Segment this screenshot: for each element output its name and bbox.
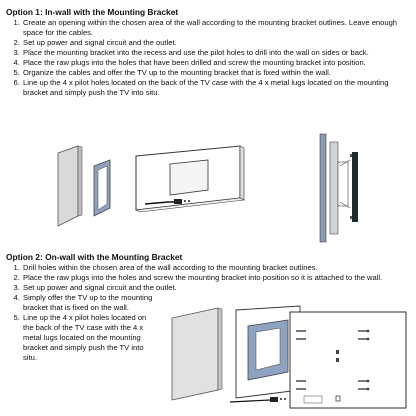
on-wall-illustration	[170, 304, 302, 412]
option1-step-1: 1. Create an opening within the chosen area of the wall according to the mounting bracket outlines. Leave enough space for the cables.	[22, 18, 410, 38]
option2-step-4: 4. Simply offer the TV up to the mounting bracket that is fixed on the wall.	[22, 293, 158, 313]
in-wall-side-view	[316, 132, 376, 244]
option1-step-5: 5. Organize the cables and offer the TV up to the mounting bracket that is fixed within the wall.	[22, 68, 410, 78]
option2-step-2: 2. Place the raw plugs into the holes and screw the mounting bracket into position so it is attached to the wall.	[22, 273, 410, 283]
option1-heading: Option 1: In-wall with the Mounting Bracket	[6, 7, 179, 17]
option1-section	[6, 7, 410, 98]
option1-step-3: 3. Place the mounting bracket into the recess and use the pilot holes to drill into the wall on sides or back.	[22, 48, 410, 58]
tv-back-panel-illustration	[288, 310, 410, 412]
option2-step-5: 5. Line up the 4 x pilot holes located on the back of the TV case with the 4 x metal lugs located on the mounting bracket and simply push the TV into situ.	[22, 313, 158, 363]
option2-step-3: 3. Set up power and signal circuit and the outlet.	[22, 283, 410, 293]
option1-steps	[6, 18, 410, 98]
option2-heading: Option 2: On-wall with the Mounting Bracket	[6, 252, 183, 262]
in-wall-illustration	[50, 138, 250, 238]
option1-step-4: 4. Place the raw plugs into the holes that have been drilled and screw the mounting bracket into position.	[22, 58, 410, 68]
option2-step-1: 1. Drill holes within the chosen area of the wall according to the mounting bracket outlines.	[22, 263, 410, 273]
option1-step-6: 6. Line up the 4 x pilot holes located on the back of the TV case with the 4 x metal lugs located on the mounting bracket and simply push the TV into situ.	[22, 78, 410, 98]
option1-step-2: 2. Set up power and signal circuit and the outlet.	[22, 38, 410, 48]
